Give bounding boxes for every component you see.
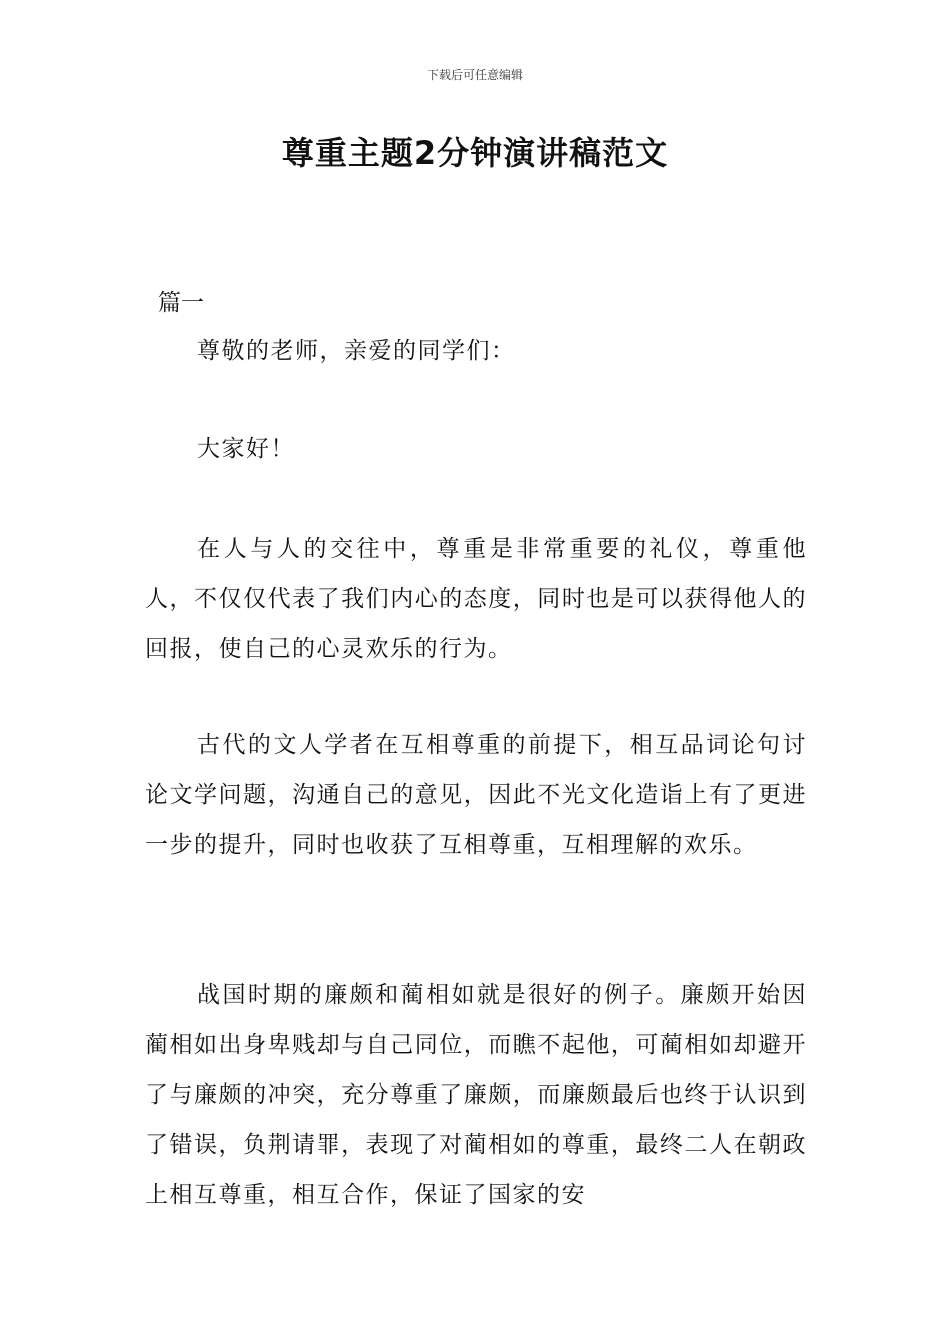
paragraph-ancient-scholars: 古代的文人学者在互相尊重的前提下，相互品词论句讨论文学问题，沟通自己的意见，因此不光文化造诣上有了更进一步的提升，同时也收获了互相尊重，互相理解的欢乐。 [145, 732, 807, 858]
document-title: 尊重主题2分钟演讲稿范文 [281, 134, 669, 172]
paragraph-lianpo-linxiangru: 战国时期的廉颇和蔺相如就是很好的例子。廉颇开始因蔺相如出身卑贱却与自己同位，而瞧不起他，可蔺相如却避开了与廉颇的冲突，充分尊重了廉颇，而廉颇最后也终于认识到了错误，负荆请罪，表现了对蔺相如的尊重，最终二人在朝政上相互尊重，相互合作，保证了国家的安 [145, 982, 807, 1208]
section-label: 篇一 [158, 290, 204, 316]
header-note: 下载后可任意编辑 [426, 68, 523, 82]
paragraph-greeting: 尊敬的老师，亲爱的同学们： [197, 338, 516, 364]
paragraph-hello: 大家好！ [197, 436, 295, 462]
paragraph-respect-etiquette: 在人与人的交往中，尊重是非常重要的礼仪，尊重他人，不仅仅代表了我们内心的态度，同时也是可以获得他人的回报，使自己的心灵欢乐的行为。 [145, 536, 807, 662]
